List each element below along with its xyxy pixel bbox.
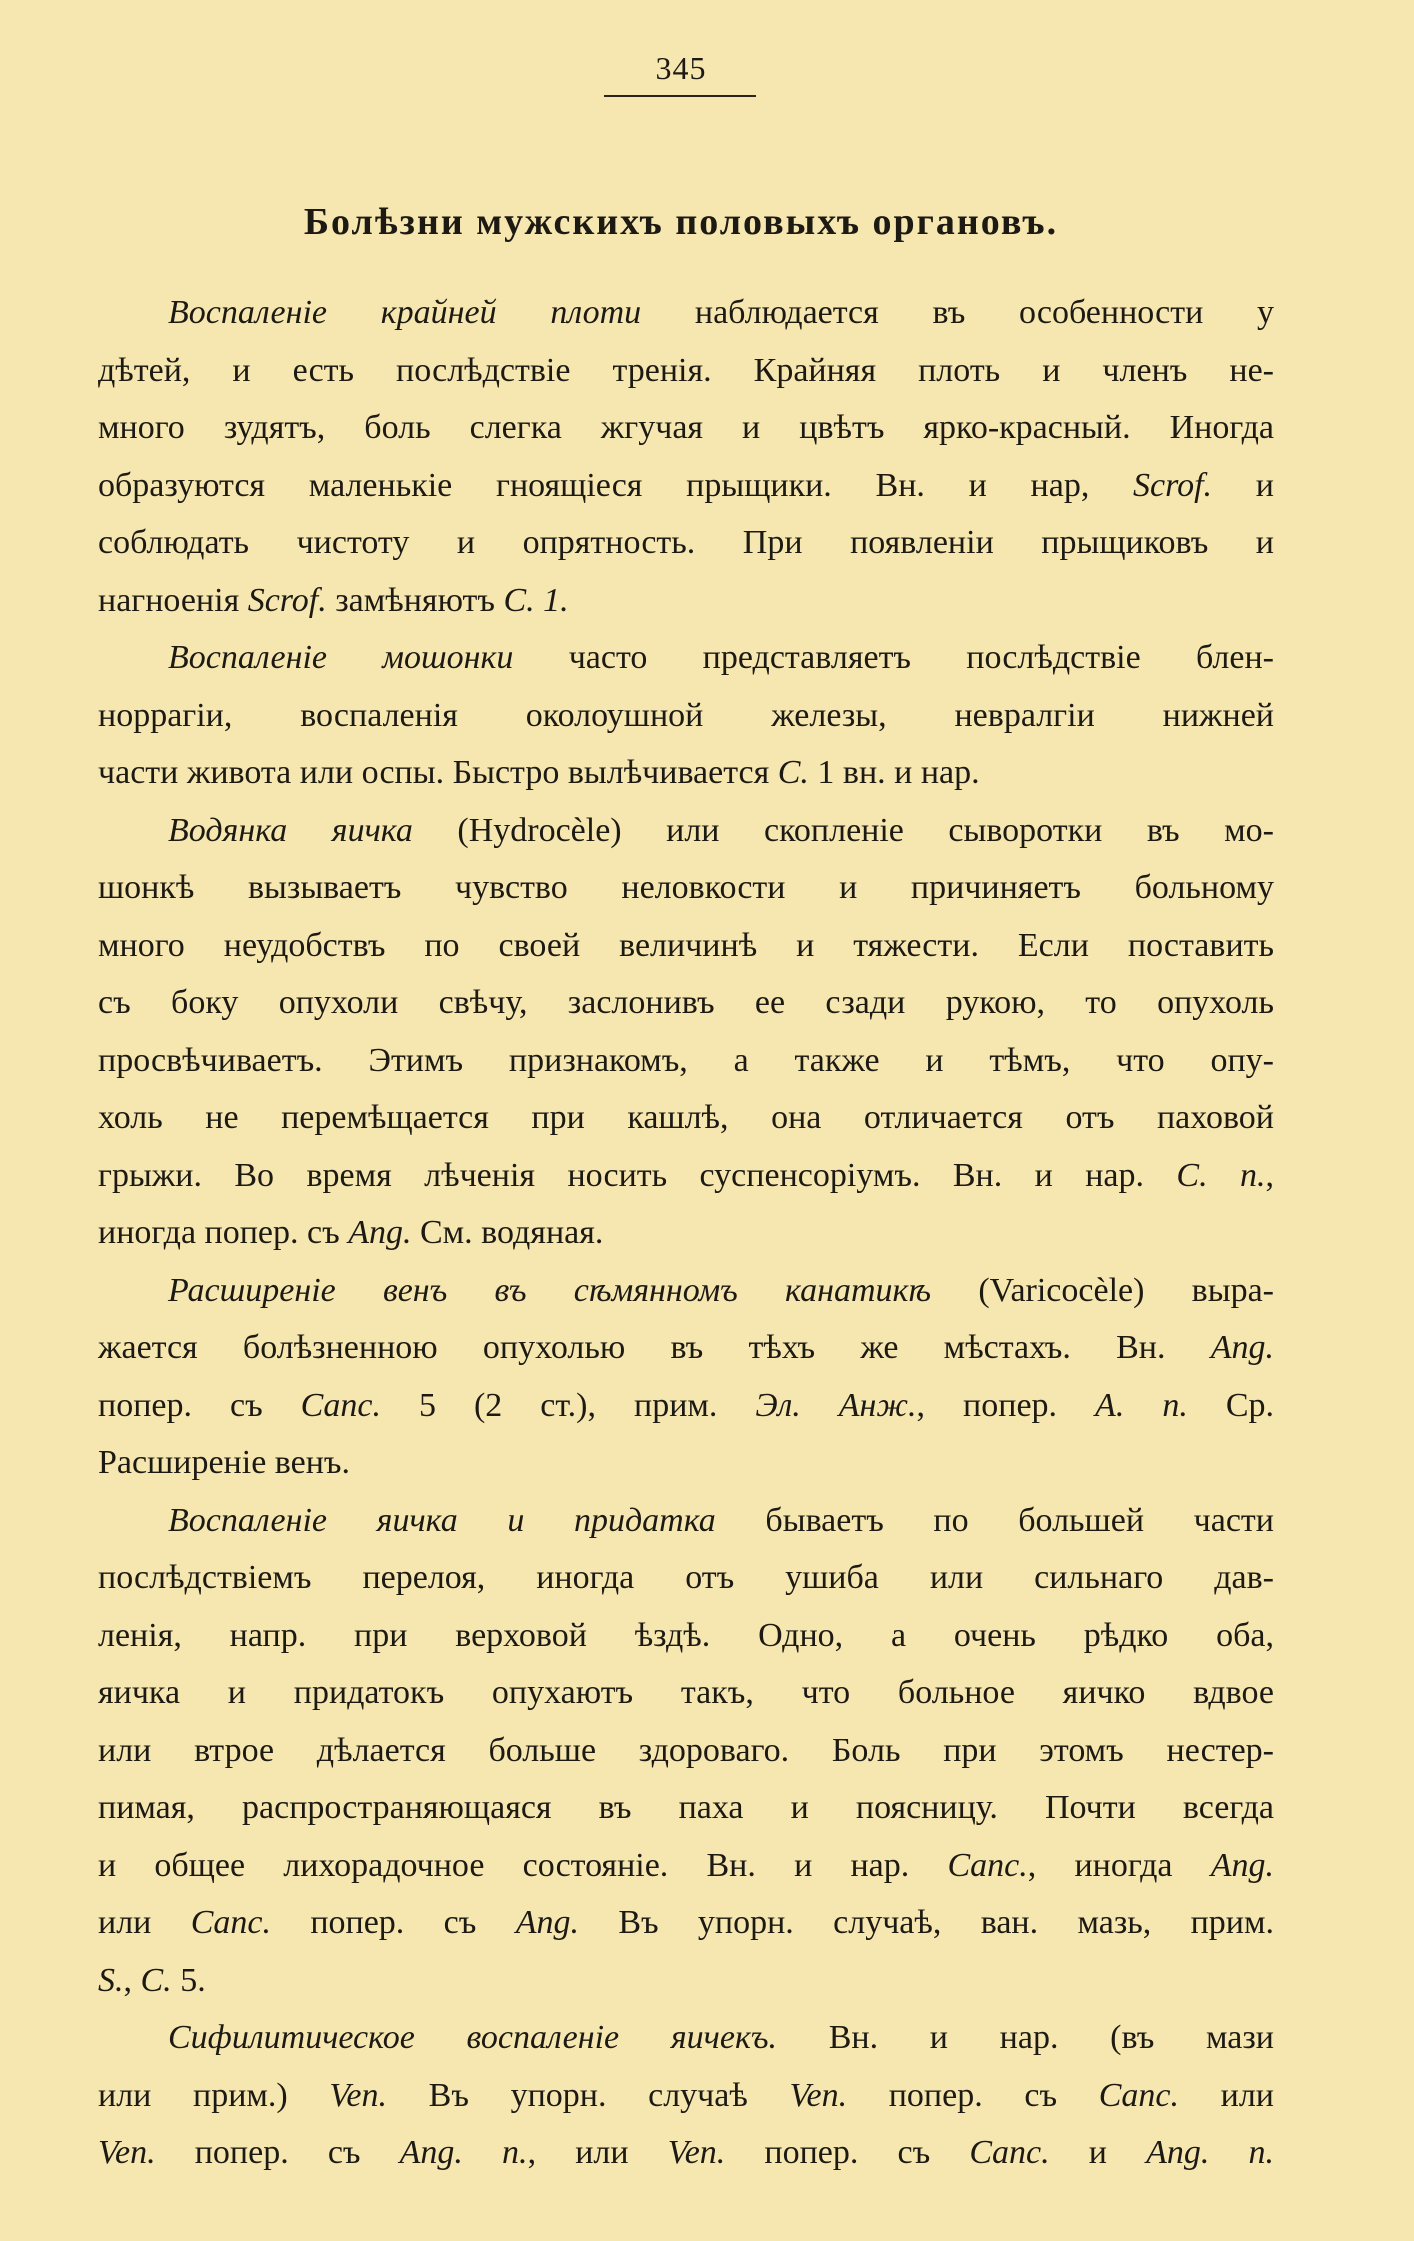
- text-segment: яичка и придатокъ опухаютъ такъ, что больное яичко вдвое: [98, 1674, 1274, 1711]
- italic-term: C.: [140, 1961, 172, 1999]
- italic-term: Ven.: [789, 2076, 848, 2114]
- italic-term: S.: [98, 1961, 124, 1999]
- text-segment: попер. съ: [98, 1386, 301, 1424]
- text-segment: попер. съ: [847, 2076, 1099, 2114]
- text-segment: Въ упорн. случаѣ: [387, 2076, 790, 2114]
- text-segment: или втрое дѣлается больше здороваго. Боль при этомъ нестер-: [98, 1731, 1274, 1769]
- text-segment: пимая, распространяющаяся въ паха и поясницу. Почти всегда: [98, 1789, 1274, 1826]
- text-line: [98, 1952, 1274, 2010]
- italic-term: Ang.: [515, 1904, 579, 1941]
- body-text: [98, 284, 1274, 2182]
- text-segment: бываетъ по большей части: [715, 1501, 1274, 1539]
- italic-term: Воспаленіе крайней плоти: [168, 294, 642, 331]
- text-segment: ленія, напр. при верховой ѣздѣ. Одно, а очень рѣдко оба,: [98, 1616, 1274, 1654]
- italic-term: Ven.: [329, 2076, 387, 2114]
- italic-term: Воспаленіе мошонки: [168, 639, 514, 676]
- text-line: [98, 1434, 1274, 1492]
- text-line: [98, 802, 1274, 860]
- text-segment: образуются маленькіе гноящіеся прыщики. Вн. и нар,: [98, 466, 1134, 504]
- text-segment: Въ упорн. случаѣ, ван. мазь, прим.: [578, 1904, 1275, 1941]
- page-number: 345: [655, 50, 707, 86]
- text-segment: 1 вн. и нар.: [808, 754, 980, 791]
- italic-term: Водянка яичка: [168, 811, 413, 849]
- text-segment: соблюдать чистоту и опрятность. При появленіи прыщиковъ и: [98, 524, 1274, 561]
- text-segment: (Varicocèle) выра-: [931, 1271, 1274, 1309]
- italic-term: Canc.: [190, 1904, 271, 1941]
- italic-term: C. 1.: [503, 581, 569, 619]
- italic-term: Ang. n.: [399, 2134, 528, 2171]
- text-line: [98, 1837, 1274, 1895]
- text-segment: , иногда: [1027, 1846, 1211, 1884]
- text-line: [98, 974, 1274, 1032]
- text-line: [98, 1607, 1274, 1665]
- text-line: [98, 514, 1274, 572]
- text-segment: ,: [1265, 1156, 1274, 1194]
- italic-term: Canc.: [1098, 2076, 1179, 2114]
- italic-term: Canc.: [947, 1846, 1028, 1884]
- text-segment: и: [1049, 2134, 1147, 2171]
- text-segment: части живота или оспы. Быстро вылѣчивается: [98, 754, 778, 791]
- text-line: [98, 284, 1274, 342]
- text-line: [98, 1779, 1274, 1837]
- text-line: [98, 2067, 1274, 2125]
- italic-term: Ang.: [1210, 1846, 1274, 1884]
- text-segment: часто представляетъ послѣдствіе блен-: [513, 639, 1274, 676]
- text-line: [98, 1664, 1274, 1722]
- text-line: [98, 399, 1274, 457]
- text-line: [98, 1492, 1274, 1550]
- text-segment: См. водяная.: [411, 1214, 604, 1251]
- italic-term: Ang. n.: [1146, 2134, 1274, 2171]
- italic-term: Воспаленіе яичка и придатка: [168, 1501, 716, 1539]
- text-line: [98, 572, 1274, 630]
- text-line: [98, 1319, 1274, 1377]
- italic-term: Сифилитическое воспаленіе яичекъ.: [168, 2019, 777, 2056]
- italic-term: A. n.: [1095, 1386, 1188, 1424]
- text-segment: Ср.: [1187, 1386, 1275, 1424]
- text-line: [98, 1549, 1274, 1607]
- text-line: [98, 629, 1274, 687]
- text-segment: нагноенія: [98, 581, 248, 619]
- italic-term: C.: [777, 754, 809, 791]
- italic-term: Scrof.: [247, 581, 327, 619]
- text-segment: или прим.): [98, 2076, 330, 2114]
- text-line: [98, 917, 1274, 975]
- text-segment: , или: [527, 2134, 668, 2171]
- text-segment: жается болѣзненною опухолью въ тѣхъ же мѣстахъ. Вн.: [98, 1329, 1211, 1366]
- text-segment: и: [1212, 466, 1274, 504]
- italic-term: Canc.: [300, 1386, 381, 1424]
- text-segment: послѣдствіемъ перелоя, иногда отъ ушиба или сильнаго дав-: [98, 1559, 1274, 1596]
- text-segment: 5 (2 ст.), прим.: [380, 1386, 756, 1424]
- text-line: [98, 1147, 1274, 1205]
- italic-term: Эл. Анж.: [755, 1386, 917, 1424]
- text-line: [98, 1262, 1274, 1320]
- italic-term: Ven.: [667, 2134, 726, 2171]
- text-segment: или: [1178, 2076, 1274, 2114]
- text-segment: норрагіи, воспаленія околоушной железы, невралгіи нижней: [98, 696, 1274, 734]
- text-line: [98, 342, 1274, 400]
- text-segment: 5.: [171, 1961, 206, 1999]
- text-segment: грыжи. Во время лѣченія носить суспенсоріумъ. Вн. и нар.: [98, 1156, 1177, 1194]
- text-line: [98, 1089, 1274, 1147]
- italic-term: Scrof.: [1133, 466, 1213, 504]
- text-segment: попер. съ: [725, 2134, 970, 2171]
- text-line: [98, 1377, 1274, 1435]
- text-segment: иногда попер. съ: [98, 1214, 349, 1251]
- text-line: [98, 744, 1274, 802]
- chapter-title: Болѣзни мужскихъ половыхъ органовъ.: [303, 201, 1059, 243]
- text-segment: и общее лихорадочное состояніе. Вн. и нар.: [98, 1846, 948, 1884]
- text-segment: ,: [123, 1961, 141, 1999]
- text-segment: дѣтей, и есть послѣдствіе тренія. Крайняя плоть и членъ не-: [98, 351, 1274, 389]
- italic-term: Расширеніе венъ въ сѣмянномъ канатикѣ: [168, 1271, 932, 1309]
- italic-term: Ang.: [1210, 1329, 1274, 1366]
- text-segment: съ боку опухоли свѣчу, заслонивъ ее сзади рукою, то опухоль: [98, 984, 1274, 1021]
- text-line: [98, 1032, 1274, 1090]
- text-segment: просвѣчиваетъ. Этимъ признакомъ, а также и тѣмъ, что опу-: [98, 1041, 1274, 1079]
- text-line: [98, 2124, 1274, 2182]
- text-segment: или: [98, 1904, 191, 1941]
- text-line: [98, 457, 1274, 515]
- text-segment: много неудобствъ по своей величинѣ и тяжести. Если поставить: [98, 926, 1274, 964]
- text-segment: Вн. и нар. (въ мази: [777, 2019, 1274, 2056]
- text-line: [98, 687, 1274, 745]
- page-number-rule: [604, 95, 756, 97]
- text-line: [98, 1894, 1274, 1952]
- text-segment: замѣняютъ: [326, 581, 504, 619]
- text-segment: попер. съ: [270, 1904, 516, 1941]
- italic-term: Ang.: [348, 1214, 412, 1251]
- text-line: [98, 1722, 1274, 1780]
- text-segment: Расширеніе венъ.: [98, 1444, 351, 1481]
- text-segment: , попер.: [916, 1386, 1096, 1424]
- text-segment: попер. съ: [155, 2134, 400, 2171]
- italic-term: Ven.: [98, 2134, 156, 2171]
- text-line: [98, 859, 1274, 917]
- text-segment: наблюдается въ особенности у: [641, 294, 1274, 331]
- italic-term: C. n.: [1176, 1156, 1266, 1194]
- text-line: [98, 2009, 1274, 2067]
- text-segment: холь не перемѣщается при кашлѣ, она отличается отъ паховой: [98, 1099, 1274, 1136]
- text-segment: много зудятъ, боль слегка жгучая и цвѣтъ ярко-красный. Иногда: [98, 409, 1274, 446]
- text-line: [98, 1204, 1274, 1262]
- text-segment: (Hydrocèle) или скопленіе сыворотки въ мо-: [412, 811, 1274, 849]
- text-segment: шонкѣ вызываетъ чувство неловкости и причиняетъ больному: [98, 869, 1274, 906]
- italic-term: Canc.: [969, 2134, 1050, 2171]
